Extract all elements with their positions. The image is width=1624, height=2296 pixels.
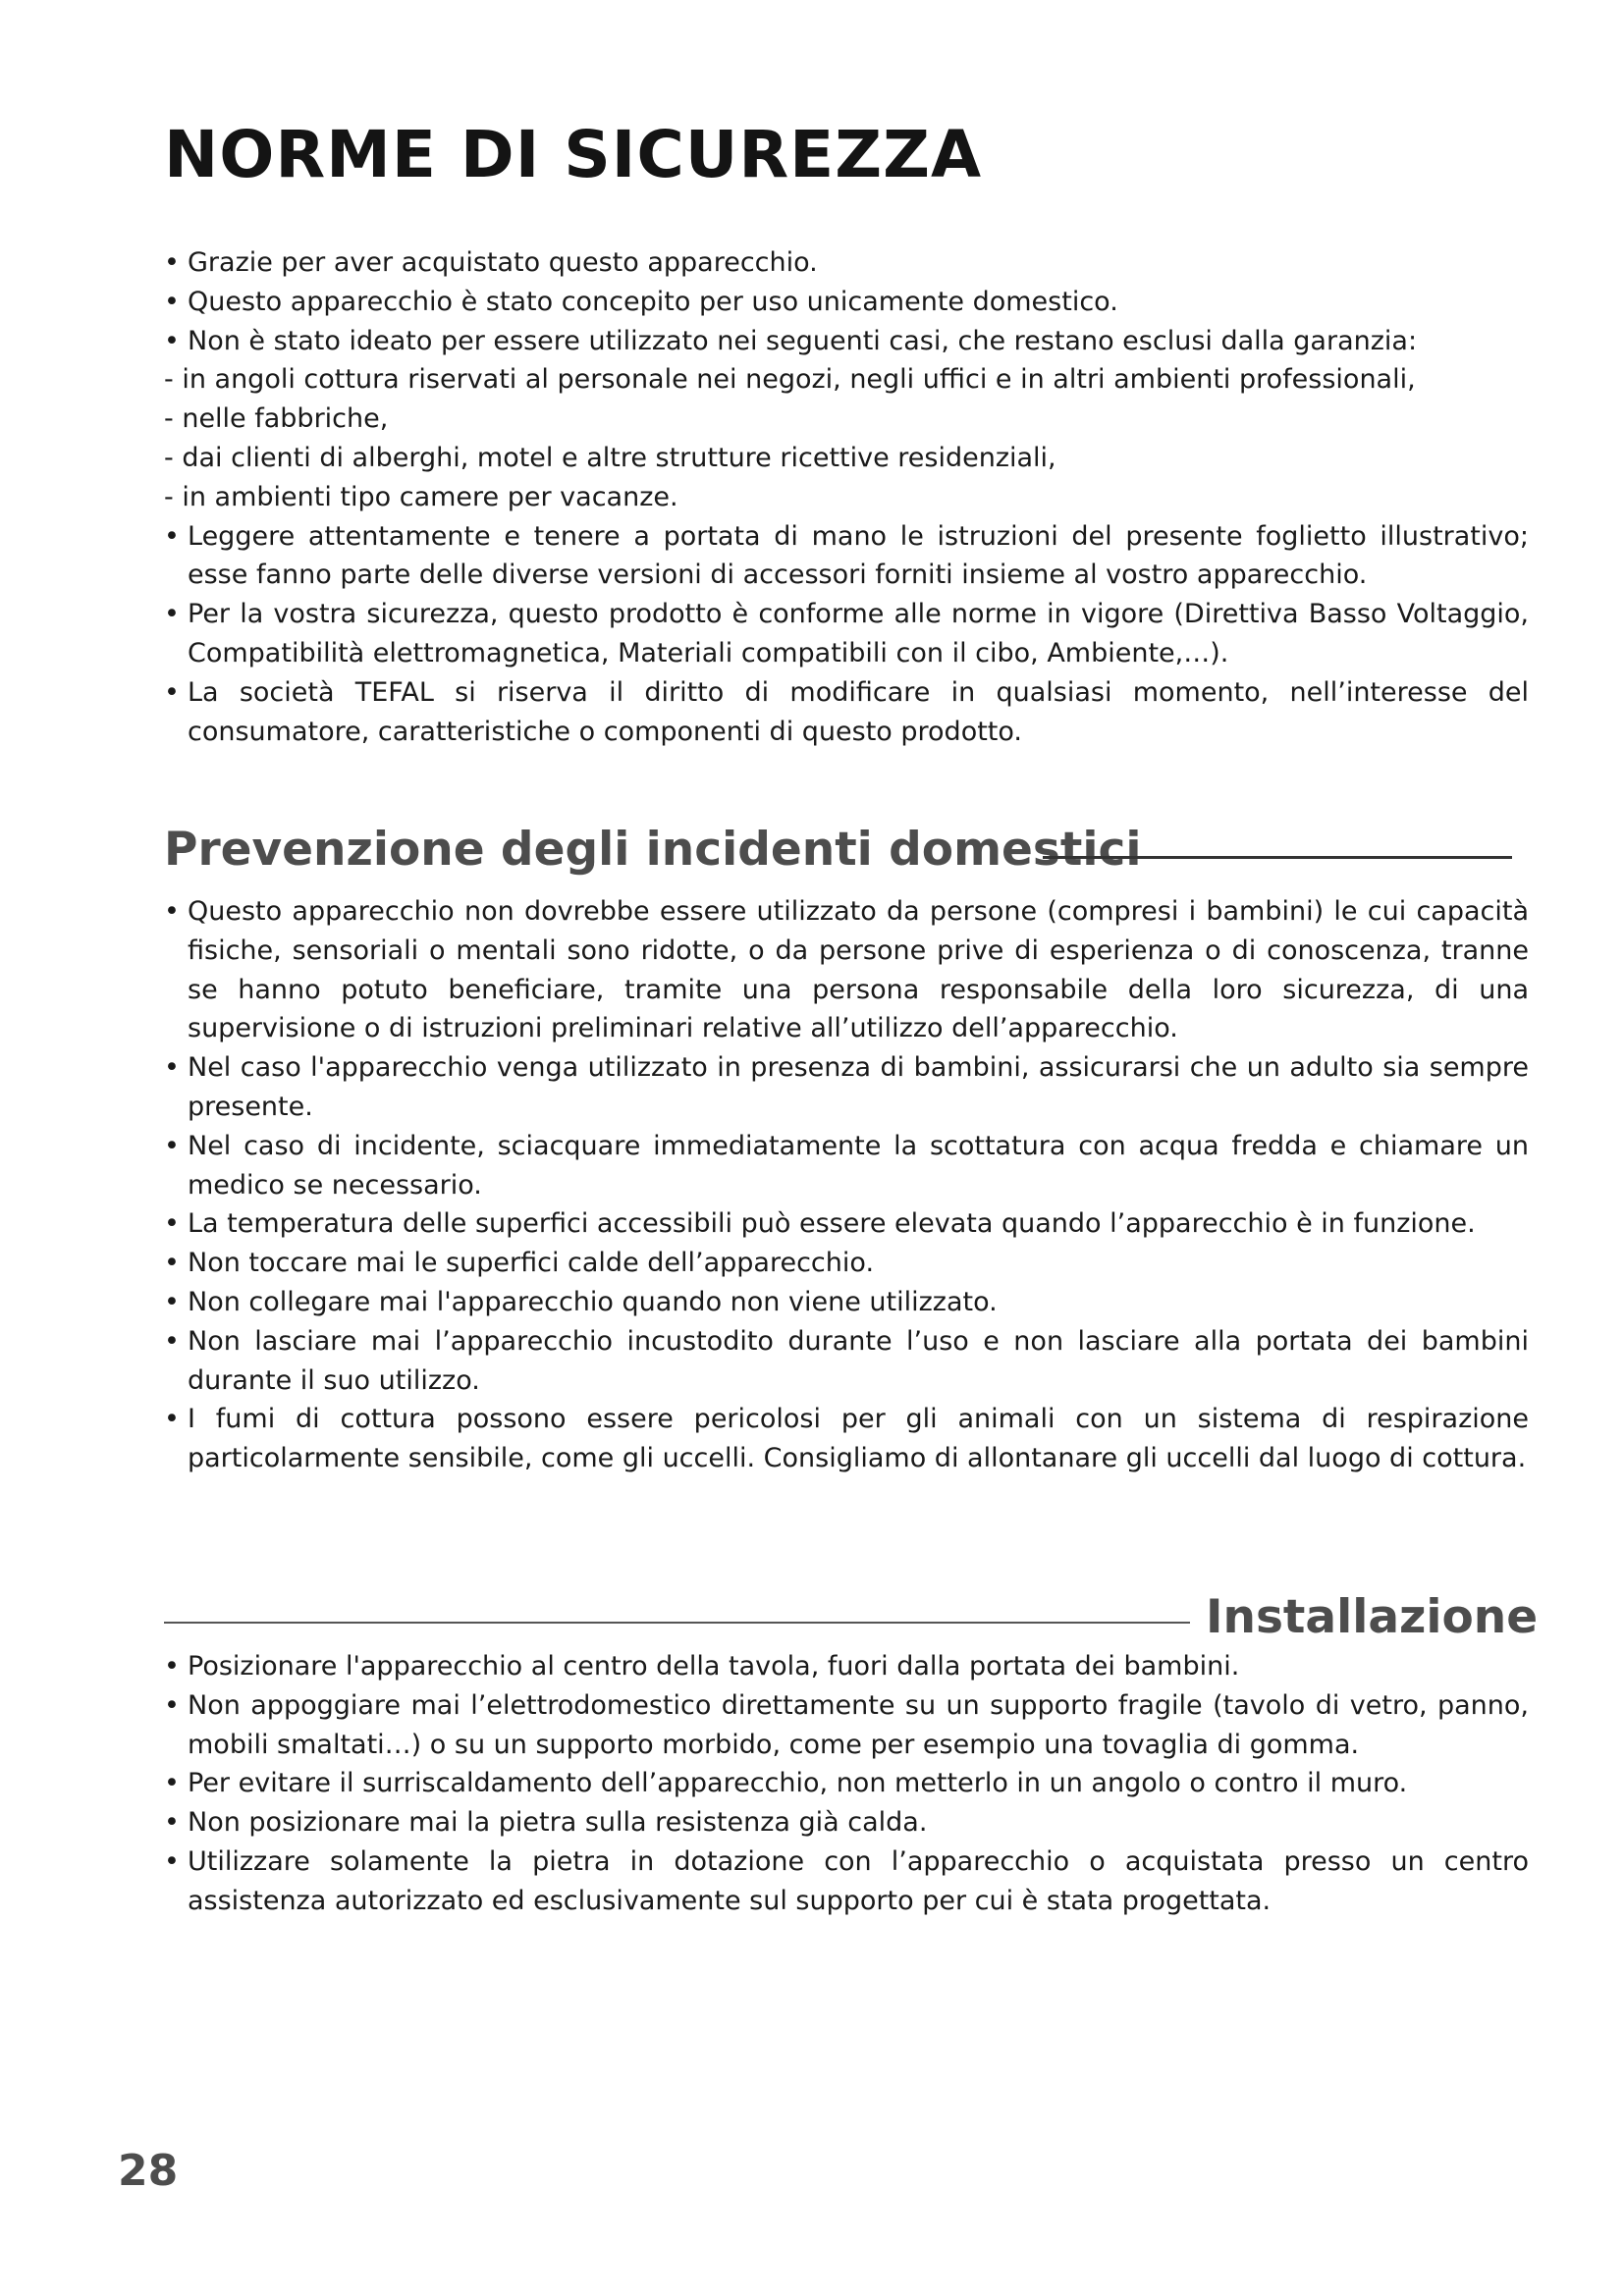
bullet-item [164,1048,1529,1127]
bullet-icon: • [164,1807,180,1839]
item-text: Nel caso di incidente, sciacquare immediatamente la scottatura con acqua fredda e chiamare un medico se necessario. [188,1130,1529,1201]
item-text: La temperatura delle superfici accessibili può essere elevata quando l’apparecchio è in funzione. [188,1208,1476,1240]
item-text: La società TEFAL si riserva il diritto di modificare in qualsiasi momento, nell’interesse del consumatore, caratteristiche o componenti di questo prodotto. [188,676,1529,747]
item-text: - in ambienti tipo camere per vacanze. [164,481,678,512]
bullet-item [164,1647,1529,1686]
dash-item [164,360,1529,400]
bullet-icon: • [164,1208,180,1240]
bullet-icon: • [164,1845,180,1877]
bullet-item [164,1764,1529,1803]
item-text: Questo apparecchio non dovrebbe essere utilizzato da persone (compresi i bambini) le cui capacità fisiche, sensoriali o mentali sono ridotte, o da persone prive di esperienza o di conoscenza, tranne se hanno potuto beneficiare, tramite una persona responsabile della loro sicurezza, di una supervisione o di istruzioni preliminari relative all’utilizzo dell’apparecchio. [188,896,1529,1044]
item-text: Posizionare l'apparecchio al centro della tavola, fuori dalla portata dei bambini. [188,1651,1240,1682]
bullet-icon: • [164,1248,180,1279]
bullet-item [164,673,1529,752]
item-text: Leggere attentamente e tenere a portata di mano le istruzioni del presente foglietto illustrativo; esse fanno parte delle diverse versioni di accessori forniti insieme al vostro apparecchio. [188,520,1529,591]
bullet-item [164,517,1529,596]
installation-heading: Installazione [1206,1590,1539,1644]
bullet-icon: • [164,1052,180,1084]
heading-rule [1043,856,1512,859]
bullet-item [164,1204,1529,1244]
item-text: - nelle fabbriche, [164,403,389,435]
item-text: - in angoli cottura riservati al personale nei negozi, negli uffici e in altri ambienti professionali, [164,364,1416,396]
item-text: Per la vostra sicurezza, questo prodotto è conforme alle norme in vigore (Direttiva Basso Voltaggio, Compatibilità elettromagnetica, Materiali compatibili con il cibo, Ambiente,…). [188,599,1529,668]
item-text: Non lasciare mai l’apparecchio incustodito durante l’uso e non lasciare alla portata dei bambini durante il suo utilizzo. [188,1325,1529,1396]
bullet-icon: • [164,676,180,708]
bullet-icon: • [164,247,180,278]
bullet-item [164,1400,1529,1478]
prevention-section [164,892,1529,1478]
item-text: Per evitare il surriscaldamento dell’apparecchio, non metterlo in un angolo o contro il muro. [188,1768,1408,1799]
item-text: I fumi di cottura possono essere pericolosi per gli animali con un sistema di respirazione particolarmente sensibile, come gli uccelli. Consigliamo di allontanare gli uccelli dal luogo di cottura. [188,1404,1529,1474]
bullet-item [164,243,1529,283]
bullet-item [164,1322,1529,1401]
bullet-item [164,892,1529,1048]
bullet-item [164,322,1529,361]
bullet-icon: • [164,896,180,927]
item-text: Grazie per aver acquistato questo apparecchio. [188,247,818,278]
item-text: Non appoggiare mai l’elettrodomestico direttamente su un supporto fragile (tavolo di vetro, panno, mobili smaltati…) o su un supporto morbido, come per esempio una tovaglia di gomma. [188,1689,1529,1760]
intro-section [164,243,1529,751]
bullet-item [164,1842,1529,1921]
bullet-item [164,595,1529,673]
bullet-icon: • [164,286,180,317]
bullet-icon: • [164,1689,180,1721]
dash-item [164,400,1529,439]
bullet-icon: • [164,599,180,630]
dash-item [164,478,1529,517]
prevention-heading: Prevenzione degli incidenti domestici [164,823,1142,877]
bullet-icon: • [164,1286,180,1317]
bullet-item [164,1803,1529,1842]
item-text: Non posizionare mai la pietra sulla resistenza già calda. [188,1807,928,1839]
bullet-item [164,1283,1529,1322]
item-text: - dai clienti di alberghi, motel e altre strutture ricettive residenziali, [164,442,1056,473]
bullet-icon: • [164,1651,180,1682]
bullet-icon: • [164,1768,180,1799]
bullet-icon: • [164,1130,180,1161]
page-number: 28 [118,2146,179,2196]
item-text: Non è stato ideato per essere utilizzato nei seguenti casi, che restano esclusi dalla garanzia: [188,325,1418,356]
item-text: Questo apparecchio è stato concepito per uso unicamente domestico. [188,286,1118,317]
bullet-icon: • [164,1325,180,1357]
item-text: Utilizzare solamente la pietra in dotazione con l’apparecchio o acquistata presso un centro assistenza autorizzato ed esclusivamente sul supporto per cui è stata progettata. [188,1845,1529,1916]
installation-section [164,1647,1529,1921]
bullet-icon: • [164,1404,180,1435]
bullet-item [164,283,1529,322]
bullet-item [164,1244,1529,1283]
dash-item [164,439,1529,478]
bullet-item [164,1127,1529,1205]
bullet-item [164,1686,1529,1765]
page-title: NORME DI SICUREZZA [164,117,983,192]
heading-rule [164,1622,1190,1624]
item-text: Nel caso l'apparecchio venga utilizzato in presenza di bambini, assicurarsi che un adulto sia sempre presente. [188,1052,1529,1122]
item-text: Non collegare mai l'apparecchio quando non viene utilizzato. [188,1286,998,1317]
bullet-icon: • [164,520,180,552]
bullet-icon: • [164,325,180,356]
item-text: Non toccare mai le superfici calde dell’apparecchio. [188,1248,875,1279]
